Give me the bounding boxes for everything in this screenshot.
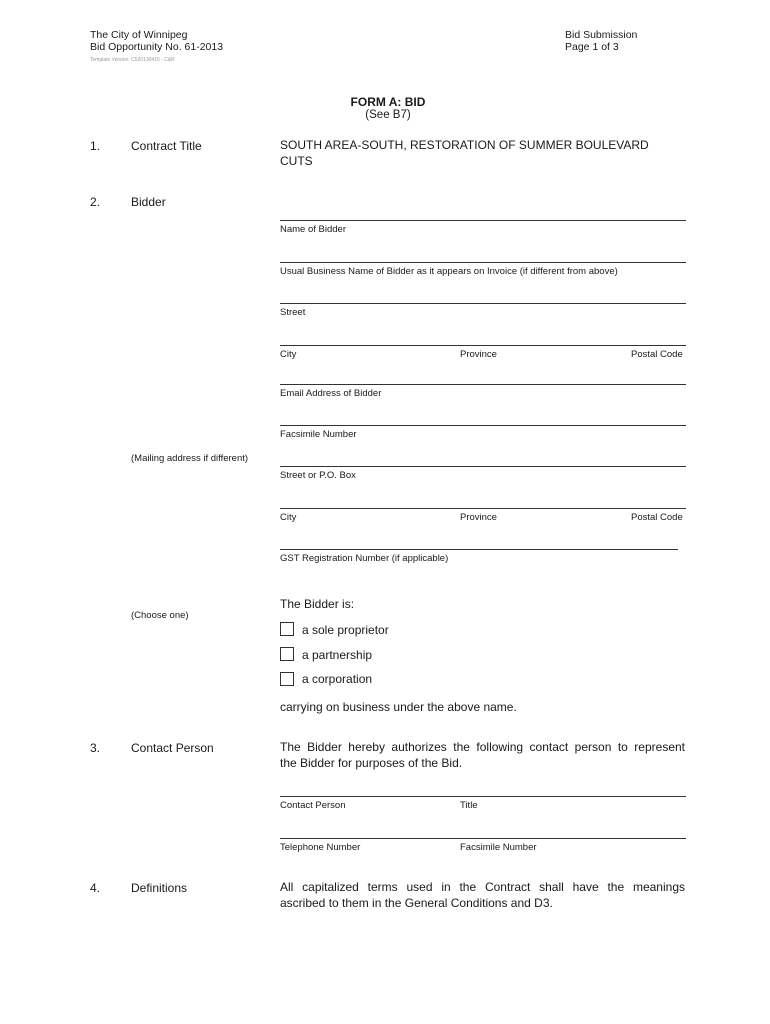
header-page-number: Page 1 of 3	[565, 41, 619, 53]
city-caption: City	[280, 349, 297, 360]
definitions-text-line2: ascribed to them in the General Conditions and D3.	[280, 896, 553, 910]
contact-authorization-line1: The Bidder hereby authorizes the following contact person to represent	[280, 740, 685, 754]
definitions-text-line1: All capitalized terms used in the Contract shall have the meanings	[280, 880, 685, 894]
section-4-number: 4.	[90, 881, 101, 895]
corporation-checkbox[interactable]	[280, 672, 294, 686]
section-1-number: 1.	[90, 139, 101, 153]
contact-title-caption: Title	[460, 800, 478, 811]
email-caption: Email Address of Bidder	[280, 388, 382, 399]
business-name-line[interactable]	[280, 262, 686, 263]
bidder-name-caption: Name of Bidder	[280, 224, 347, 235]
postal-code-caption: Postal Code	[631, 349, 683, 360]
contract-title-line1: SOUTH AREA-SOUTH, RESTORATION OF SUMMER BOULEVARD	[280, 138, 649, 152]
sole-proprietor-label: a sole proprietor	[302, 623, 389, 637]
section-3-number: 3.	[90, 741, 101, 755]
mailing-postal-caption: Postal Code	[631, 512, 683, 523]
carrying-on-business-text: carrying on business under the above name.	[280, 700, 517, 714]
choose-one-note: (Choose one)	[131, 610, 189, 621]
contact-authorization-line2: the Bidder for purposes of the Bid.	[280, 756, 463, 770]
partnership-label: a partnership	[302, 648, 373, 662]
sole-proprietor-checkbox[interactable]	[280, 622, 294, 636]
section-1-label: Contract Title	[131, 139, 202, 153]
province-caption: Province	[460, 349, 497, 360]
partnership-checkbox[interactable]	[280, 647, 294, 661]
fax-line[interactable]	[280, 425, 686, 426]
mailing-address-note: (Mailing address if different)	[131, 453, 249, 464]
section-3-label: Contact Person	[131, 741, 214, 755]
section-4-label: Definitions	[131, 881, 188, 895]
contact-person-title-line[interactable]	[280, 796, 686, 797]
mailing-street-caption: Street or P.O. Box	[280, 470, 356, 481]
section-2-number: 2.	[90, 195, 101, 209]
header-org: The City of Winnipeg	[90, 29, 188, 41]
mailing-city-caption: City	[280, 512, 297, 523]
mailing-city-line[interactable]	[280, 508, 686, 509]
telephone-caption: Telephone Number	[280, 842, 361, 853]
bidder-name-line[interactable]	[280, 220, 686, 221]
city-province-postal-line[interactable]	[280, 345, 686, 346]
header-doc-type: Bid Submission	[565, 29, 638, 41]
header-bid-number: Bid Opportunity No. 61-2013	[90, 41, 224, 53]
bidder-is-heading: The Bidder is:	[280, 597, 355, 611]
business-name-caption: Usual Business Name of Bidder as it appears on Invoice (if different from above)	[280, 266, 618, 277]
form-subtitle: (See B7)	[365, 109, 411, 121]
corporation-label: a corporation	[302, 672, 373, 686]
contact-person-caption: Contact Person	[280, 800, 346, 811]
mailing-street-line[interactable]	[280, 466, 686, 467]
gst-caption: GST Registration Number (if applicable)	[280, 553, 449, 564]
contact-phone-fax-line[interactable]	[280, 838, 686, 839]
contact-fax-caption: Facsimile Number	[460, 842, 537, 853]
form-title: FORM A: BID	[350, 95, 426, 109]
fax-caption: Facsimile Number	[280, 429, 357, 440]
street-caption: Street	[280, 307, 306, 318]
header-template-version: Template Version: C520130415 - C&R	[90, 57, 175, 63]
mailing-province-caption: Province	[460, 512, 497, 523]
street-line[interactable]	[280, 303, 686, 304]
email-line[interactable]	[280, 384, 686, 385]
section-2-label: Bidder	[131, 195, 166, 209]
contract-title-line2: CUTS	[280, 154, 313, 168]
gst-line[interactable]	[280, 549, 678, 550]
